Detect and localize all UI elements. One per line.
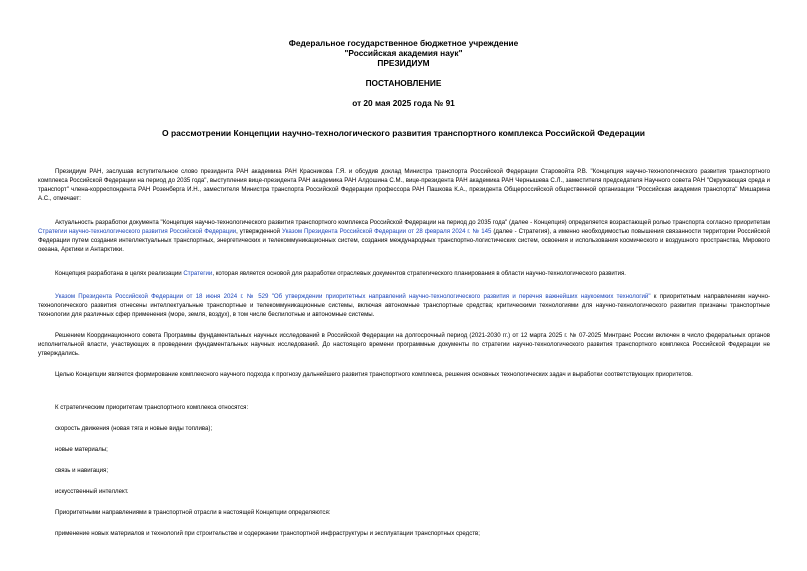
academy-name: "Российская академия наук" bbox=[344, 48, 463, 58]
paragraph-relevance bbox=[38, 218, 770, 254]
presidium-heading: ПРЕЗИДИУМ bbox=[377, 58, 430, 68]
paragraph-goal: Целью Концепции является формирование комплексного научного подхода к прогнозу дальнейшего развития транспортного комплекса, решения основных технологических задач и выработки соответствующих приоритетов. bbox=[55, 371, 693, 378]
organization-name: Федеральное государственное бюджетное учреждение bbox=[288, 38, 519, 48]
list-item: новые материалы; bbox=[55, 446, 108, 453]
paragraph-text: , которая является основой для разработки отраслевых документов стратегического планирования в области научно-технологического развития. bbox=[212, 270, 626, 277]
paragraph-text: к приоритетным направлениям научно-технологического развития отнесены интеллектуальные транспортные и телекоммуникационные системы, включая автономные транспортные средства; критическими технологиями для научно-технологического развития признаны транспортные технологии для различных сфер применения (море, земля, воздух), в том числе беспилотные и автономные системы. bbox=[38, 293, 770, 318]
paragraph-text: , утвержденной bbox=[236, 228, 283, 235]
paragraph-intro: Президиум РАН, заслушав вступительное слово президента РАН академика РАН Красникова Г.Я. и обсудив доклад Министра транспорта Российской Федерации Старовойта Р.В. "Концепция научно-технологического развития транспортного комплекса Российской Федерации на период до 2035 года", выступления вице-президента РАН академика РАН Алдошина С.М., вице-президента РАН академика РАН Чернышева С.Л., заместителя председателя Научного совета РАН "Окружающая среда и транспорт" члена-корреспондента РАН Розенберга И.Н., заместителя Министра транспорта Российской Федерации профессора РАН Пашкова К.А., президента Общероссийской общественной организации "Российская академия транспорта" Мишарина А.С., отмечает: bbox=[38, 168, 770, 202]
paragraph-purpose bbox=[38, 269, 770, 278]
list-item: скорость движения (новая тяга и новые виды топлива); bbox=[55, 425, 213, 432]
paragraph-directions-intro: Приоритетными направлениями в транспортной отрасли в настоящей Концепции определяются: bbox=[55, 509, 331, 516]
document-title: О рассмотрении Концепции научно-технологического развития транспортного комплекса Российской Федерации bbox=[161, 128, 646, 138]
list-item: искусственный интеллект. bbox=[55, 488, 129, 495]
paragraph-decree-529 bbox=[38, 292, 770, 319]
decree-529-link[interactable]: Указом Президента Российской Федерации от 18 июня 2024 г. № 529 "Об утверждении приоритетных направлений научно-технологического развития и перечня важнейших наукоемких технологий" bbox=[55, 293, 651, 300]
decree-145-link[interactable]: Указом Президента Российской Федерации от 28 февраля 2024 г. № 145 bbox=[282, 228, 492, 235]
paragraph-priorities-intro: К стратегическим приоритетам транспортного комплекса относятся: bbox=[55, 404, 249, 411]
document-date-number: от 20 мая 2025 года № 91 bbox=[352, 98, 455, 108]
paragraph-text: (далее - Стратегия), а именно необходимостью повышения связанности территории Российской Федерации путем создания интеллектуальных транспортных, энергетических и телекоммуникационных систем, создания международных транспортно-логистических систем, освоения и использования космического и воздушного пространства, Мирового океана, Арктики и Антарктики. bbox=[38, 228, 770, 253]
paragraph-text: Концепция разработана в целях реализации bbox=[55, 270, 184, 277]
strategy-link[interactable]: Стратегии научно-технологического развития Российской Федерации bbox=[38, 228, 237, 235]
list-item: применение новых материалов и технологий при строительстве и содержании транспортной инфраструктуры и эксплуатации транспортных средств; bbox=[55, 530, 480, 537]
list-item: связь и навигация; bbox=[55, 467, 109, 474]
paragraph-council-decision: Решением Координационного совета Программы фундаментальных научных исследований в Российской Федерации на долгосрочный период (2021-2030 гг.) от 12 марта 2025 г. № 07-2025 Минтранс России включен в число федеральных органов исполнительной власти, участвующих в проведении фундаментальных научных исследований. До настоящего времени программные документы по стратегии научно-технологического развития транспортного комплекса Российской Федерации не утверждались. bbox=[38, 332, 770, 357]
document-type: ПОСТАНОВЛЕНИЕ bbox=[365, 78, 442, 88]
paragraph-text: Актуальность разработки документа "Концепция научно-технологического развития транспортного комплекса Российской Федерации на период до 2035 года" (далее - Концепция) определяется возрастающей ролью транспорта согласно приоритетам bbox=[55, 219, 770, 226]
strategy-short-link[interactable]: Стратегии bbox=[183, 270, 213, 277]
